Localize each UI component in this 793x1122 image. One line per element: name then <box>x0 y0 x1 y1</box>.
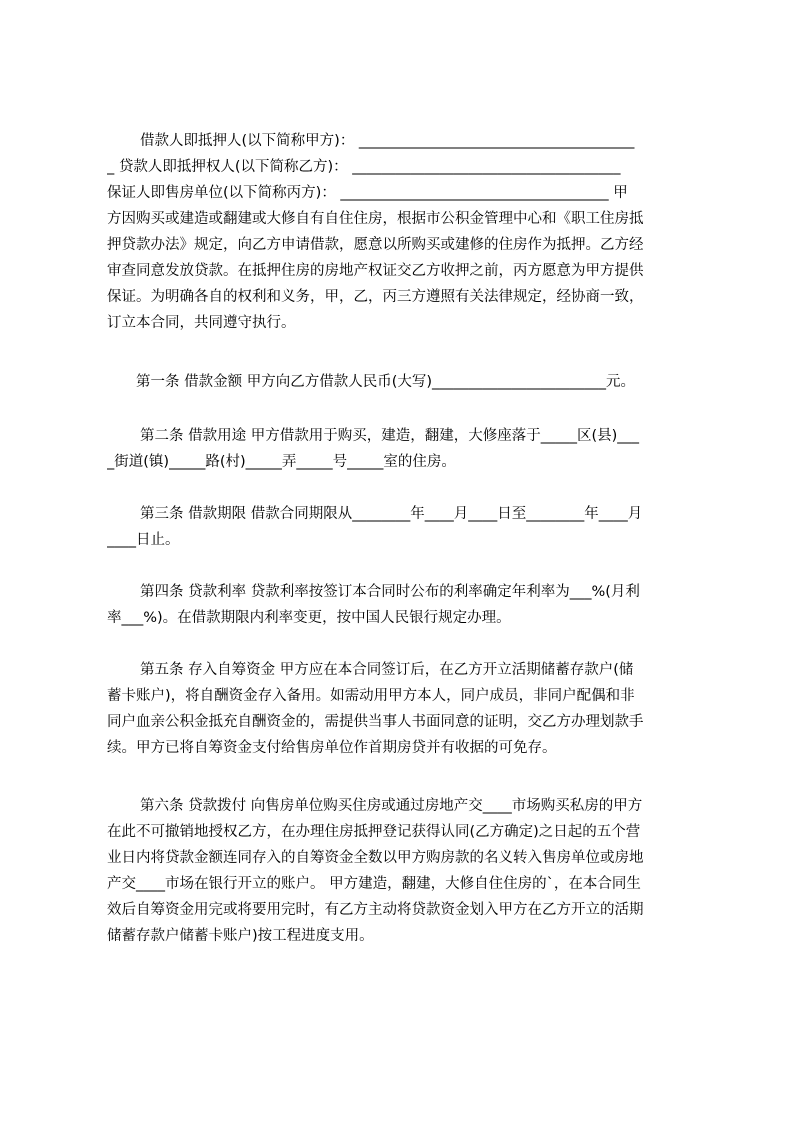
text-line: 产交____市场在银行开立的账户。 甲方建造，翻建，大修自住住房的`，在本合同生 <box>107 876 641 892</box>
text-line: 在此不可撤销地授权乙方，在办理住房抵押登记获得认同(乙方确定)之日起的五个营 <box>107 824 641 840</box>
text-line: 保证人即售房单位(以下简称丙方)： _____________________________________ 甲 <box>107 185 628 201</box>
text-line: _街道(镇)_____路(村)_____弄_____号_____室的住房。 <box>107 454 456 470</box>
text-line: 审查同意发放贷款。在抵押住房的房地产权证交乙方收押之前，丙方愿意为甲方提供 <box>107 263 644 279</box>
text-line: 续。甲方已将自筹资金支付给售房单位作首期房贷并有收据的可免存。 <box>107 740 557 756</box>
text-line: 业日内将贷款金额连同存入的自筹资金全数以甲方购房款的名义转入售房单位或房地 <box>107 850 644 866</box>
text-line: 储蓄存款户储蓄卡账户)按工程进度支用。 <box>107 928 374 944</box>
article-3-loan-term <box>107 501 698 553</box>
article-4-interest-rate <box>107 579 698 631</box>
text-line: 订立本合同，共同遵守执行。 <box>107 315 296 331</box>
article-5-self-funds <box>107 657 698 761</box>
article-1-loan-amount <box>107 369 698 395</box>
text-line: _ 贷款人即抵押权人(以下简称乙方)： _____________________________________ <box>107 159 621 175</box>
text-line: 借款人即抵押人(以下简称甲方)： ______________________________________ <box>140 133 635 149</box>
text-line: 第六条 贷款拨付 向售房单位购买住房或通过房地产交____市场购买私房的甲方 <box>140 798 643 814</box>
text-line: 率___%)。在借款期限内利率变更，按中国人民银行规定办理。 <box>107 610 511 626</box>
text-line: 第二条 借款用途 甲方借款用于购买，建造，翻建，大修座落于_____区(县)___ <box>140 428 640 444</box>
text-line: 第四条 贷款利率 贷款利率按签订本合同时公布的利率确定年利率为___%(月利 <box>140 584 640 600</box>
text-line: 第一条 借款金额 甲方向乙方借款人民币(大写)________________________元。 <box>136 374 636 390</box>
text-line: 同户血亲公积金抵充自酬资金的，需提供当事人书面同意的证明，交乙方办理划款手 <box>107 714 644 730</box>
text-line: 蓄卡账户)，将自酬资金存入备用。如需动用甲方本人，同户成员，非同户配偶和非 <box>107 688 635 704</box>
text-line: 押贷款办法》规定，向乙方申请借款，愿意以所购买或建修的住房作为抵押。乙方经 <box>107 237 644 253</box>
text-line: 第五条 存入自筹资金 甲方应在本合同签订后，在乙方开立活期储蓄存款户(储 <box>140 662 634 678</box>
text-line: 效后自筹资金用完或将要用完时，有乙方主动将贷款资金划入甲方在乙方开立的活期 <box>107 902 644 918</box>
article-6-loan-disbursement <box>107 793 698 949</box>
text-line: 方因购买或建造或翻建或大修自有自住住房，根据市公积金管理中心和《职工住房抵 <box>107 211 644 227</box>
preamble-paragraph <box>107 128 698 336</box>
text-line: 第三条 借款期限 借款合同期限从________年____月____日至________年____月 <box>140 506 643 522</box>
text-line: ____日止。 <box>107 532 180 548</box>
article-2-loan-purpose <box>107 423 698 475</box>
text-line: 保证。为明确各自的权利和义务，甲，乙，丙三方遵照有关法律规定，经协商一致， <box>107 289 644 305</box>
